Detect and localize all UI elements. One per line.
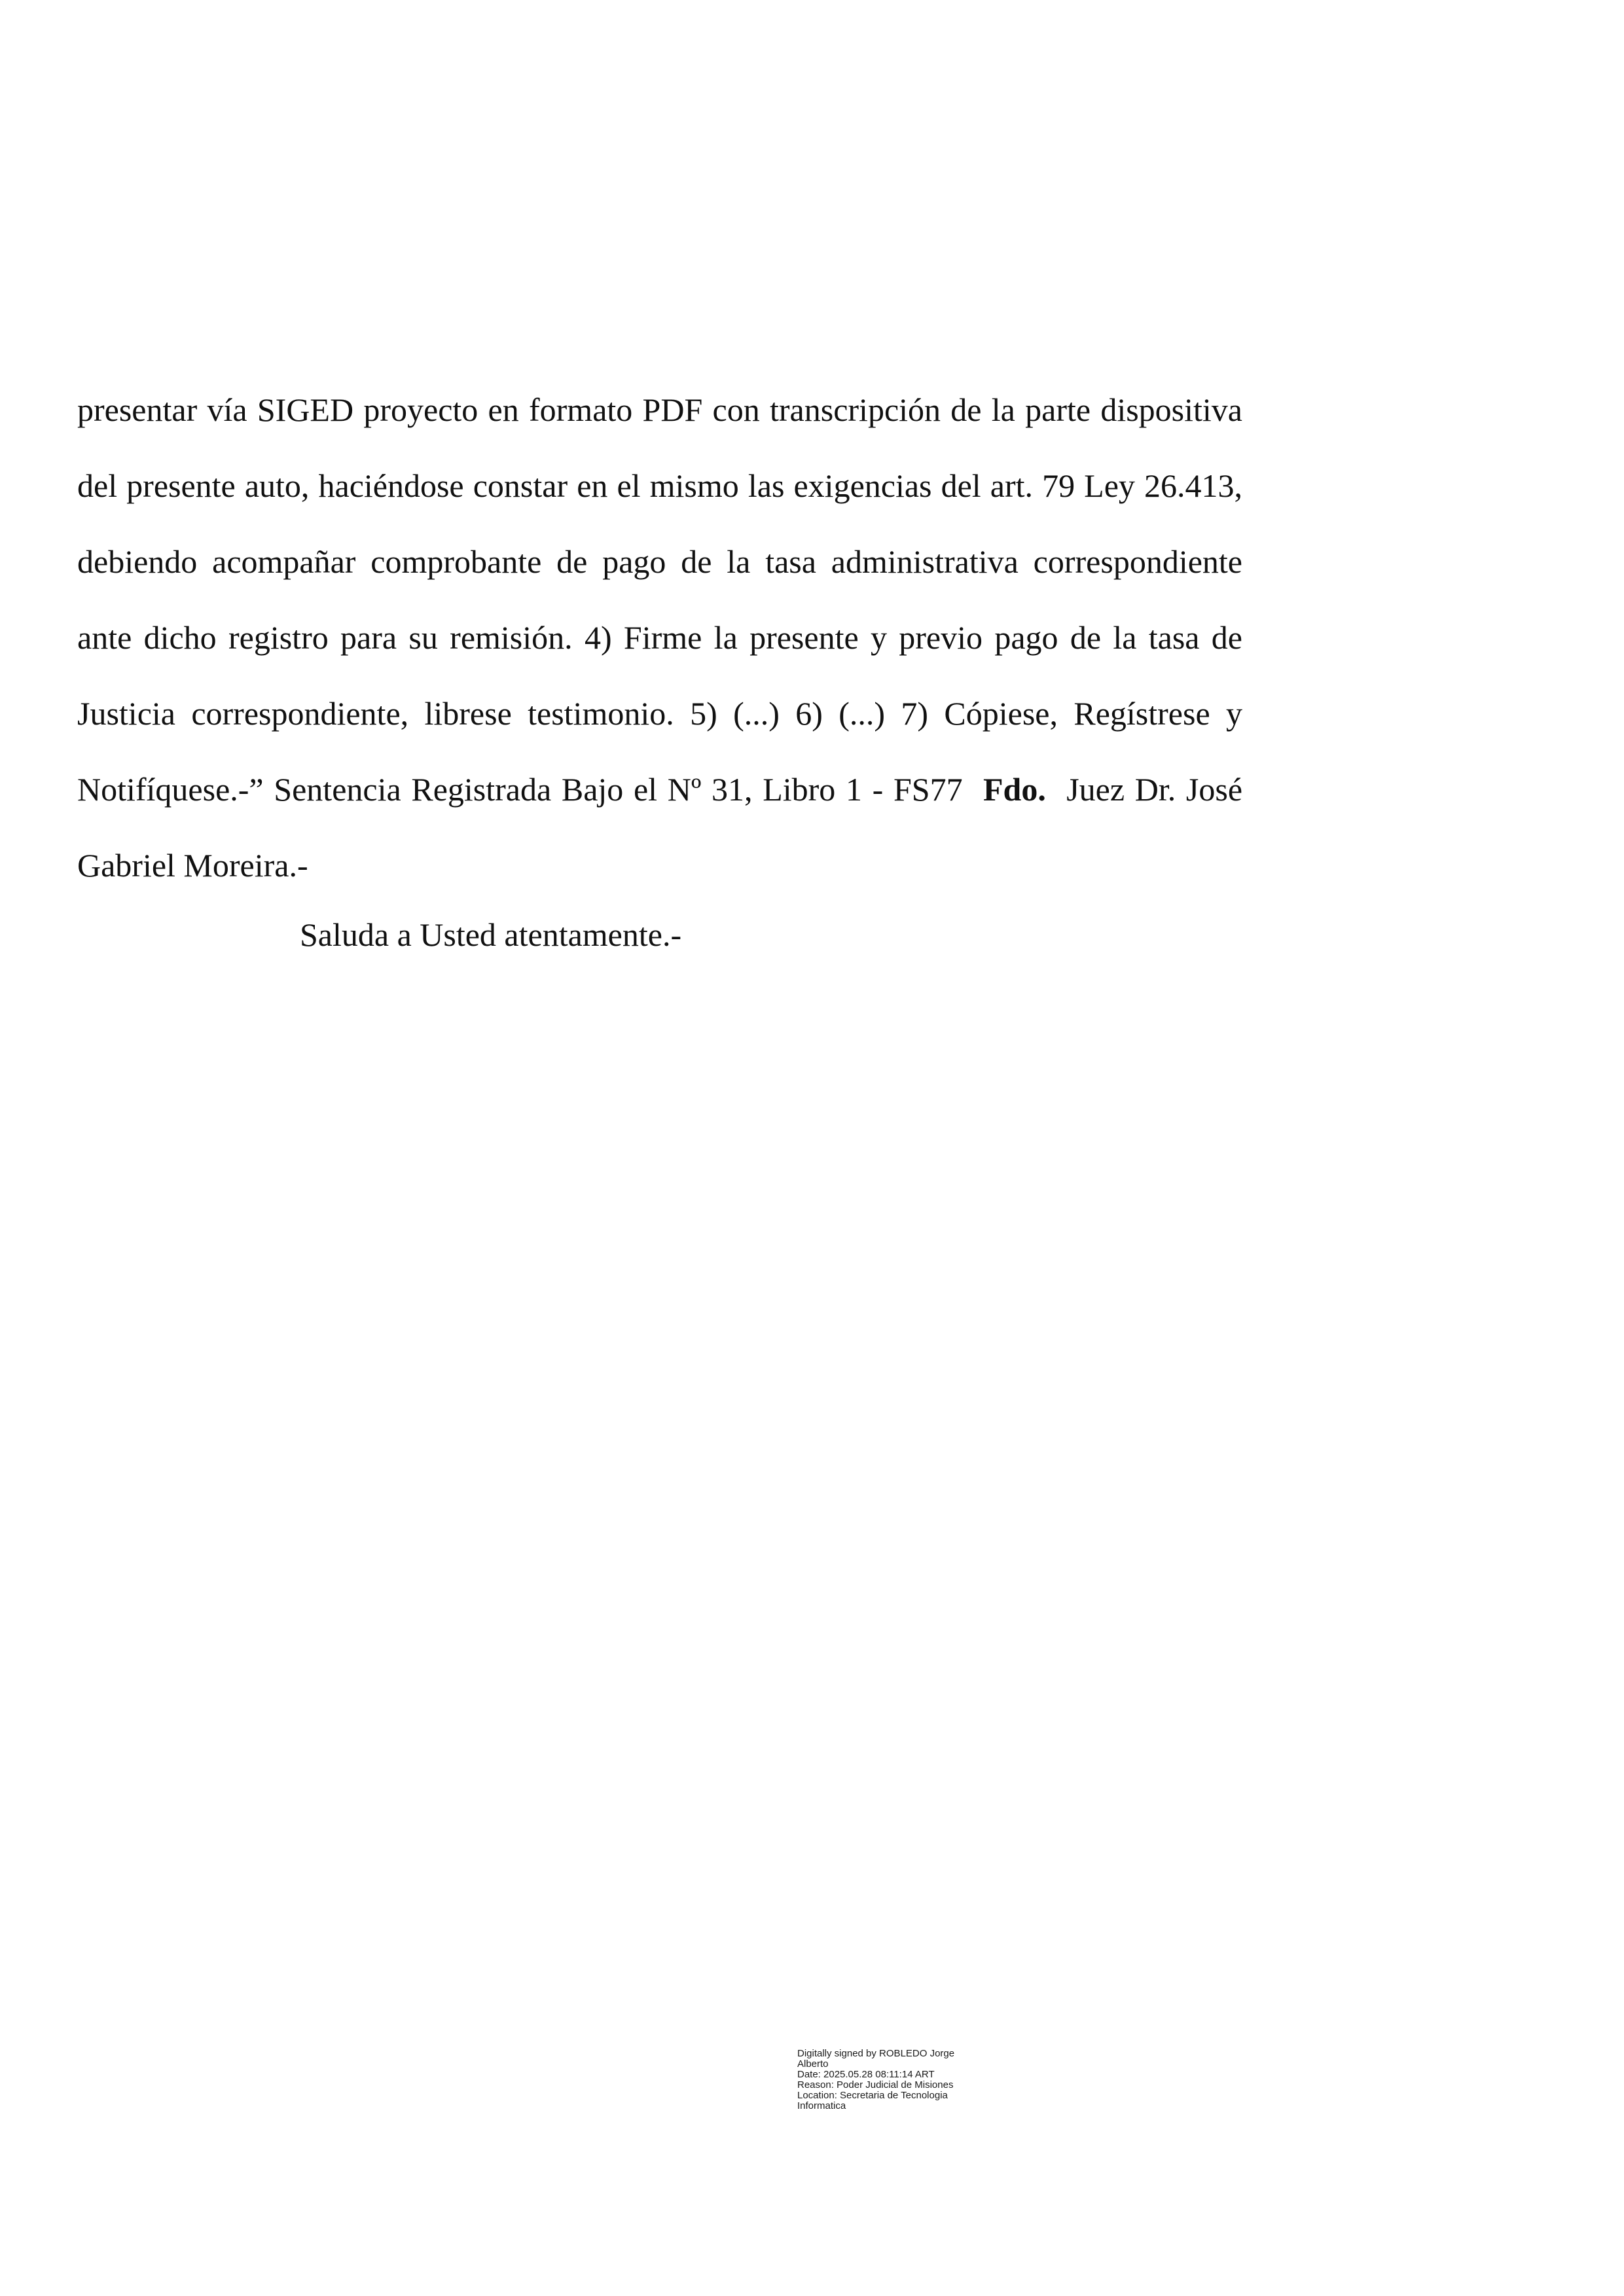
closing-salutation: Saluda a Usted atentamente.- bbox=[300, 916, 682, 953]
signature-line-date: Date: 2025.05.28 08:11:14 ART bbox=[797, 2069, 935, 2080]
paragraph-text-part1: presentar vía SIGED proyecto en formato PDF con transcripción de la parte dispositiva del presente auto, haciéndose constar en el mismo las exigencias del art. 79 Ley 26.413, debiendo acompañar comprobante de pago de la tasa administrativa correspondiente ante dicho registro para su remisión. 4) Firme la presente y previo pago de la tasa de Justicia correspondiente, librese testimonio. 5) (...) 6) (...) 7) Cópiese, Regístrese y Notifíquese.-” Sentencia Registrada Bajo el Nº 31, Libro 1 - FS77 bbox=[77, 391, 1242, 808]
paragraph-text-part2: Juez Dr. José Gabriel Moreira.- bbox=[77, 771, 1243, 884]
signed-by-label: Fdo. bbox=[983, 771, 1046, 808]
signature-line-location: Location: Secretaria de Tecnologia bbox=[797, 2090, 948, 2101]
signature-line-reason: Reason: Poder Judicial de Misiones bbox=[797, 2079, 954, 2090]
signature-line-signer: Digitally signed by ROBLEDO Jorge bbox=[797, 2048, 955, 2059]
body-paragraph bbox=[77, 372, 1242, 903]
signature-line-signer-cont: Alberto bbox=[797, 2058, 829, 2070]
signature-line-location-cont: Informatica bbox=[797, 2100, 846, 2111]
digital-signature-stamp bbox=[797, 2049, 1007, 2111]
